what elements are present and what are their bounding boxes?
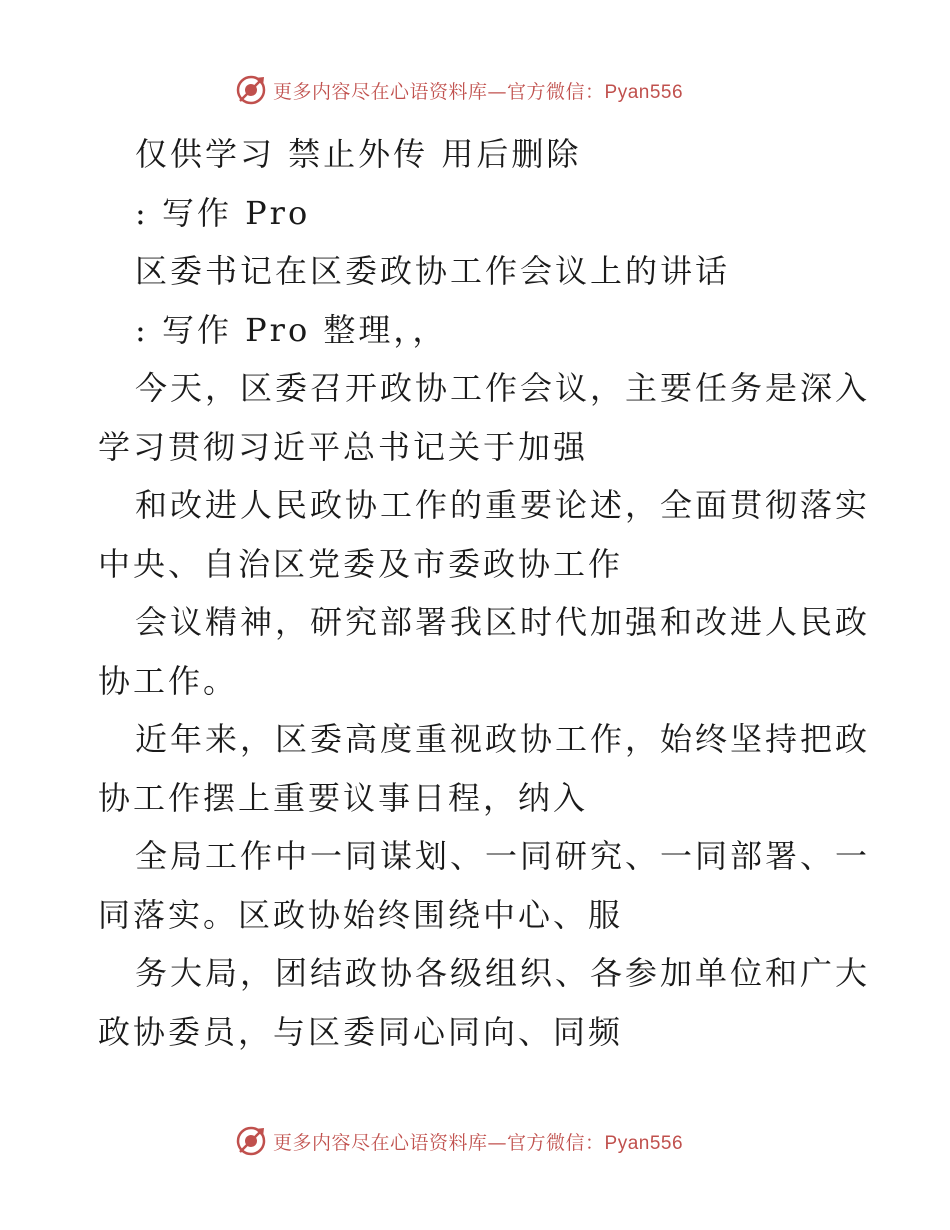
watermark-text: 更多内容尽在心语资料库—官方微信： [273,80,605,103]
watermark-label [273,77,683,104]
text-line: 同落实。区政协始终围绕中心、服 [98,895,624,934]
text-line: 中央、自治区党委及市委政协工作 [98,544,624,583]
text-line: 仅供学习 禁止外传 用后删除 [135,135,582,173]
watermark-wechat-id: Pyan556 [604,1132,684,1154]
text-line: 和改进人民政协工作的重要论述，全面贯彻落实 [135,486,871,524]
document-title: 区委书记在区委政协工作会议上的讲话 [135,252,731,290]
text-line: 近年来，区委高度重视政协工作，始终坚持把政 [135,720,871,758]
text-line: 全局工作中一同谋划、一同研究、一同部署、一 [135,837,871,875]
text-line: 政协委员，与区委同心同向、同频 [98,1012,624,1051]
quill-logo-icon [235,74,267,106]
text-line: 今天，区委召开政协工作会议，主要任务是深入 [135,369,871,407]
text-line: 协工作。 [98,661,239,700]
footer-watermark [235,1124,683,1158]
watermark-label [273,1128,683,1155]
text-line: 务大局，团结政协各级组织、各参加单位和广大 [135,954,871,992]
text-line: 协工作摆上重要议事日程，纳入 [98,778,589,817]
text-line: : 写作 Pro [135,193,311,232]
document-body [98,125,871,1061]
header-watermark [235,73,683,107]
text-line: 学习贯彻习近平总书记关于加强 [98,427,589,466]
text-line: : 写作 Pro 整理，， [135,310,448,349]
quill-logo-icon [235,1125,267,1157]
watermark-text: 更多内容尽在心语资料库—官方微信： [273,1131,605,1154]
watermark-wechat-id: Pyan556 [604,81,684,103]
text-line: 会议精神，研究部署我区时代加强和改进人民政 [135,603,871,641]
